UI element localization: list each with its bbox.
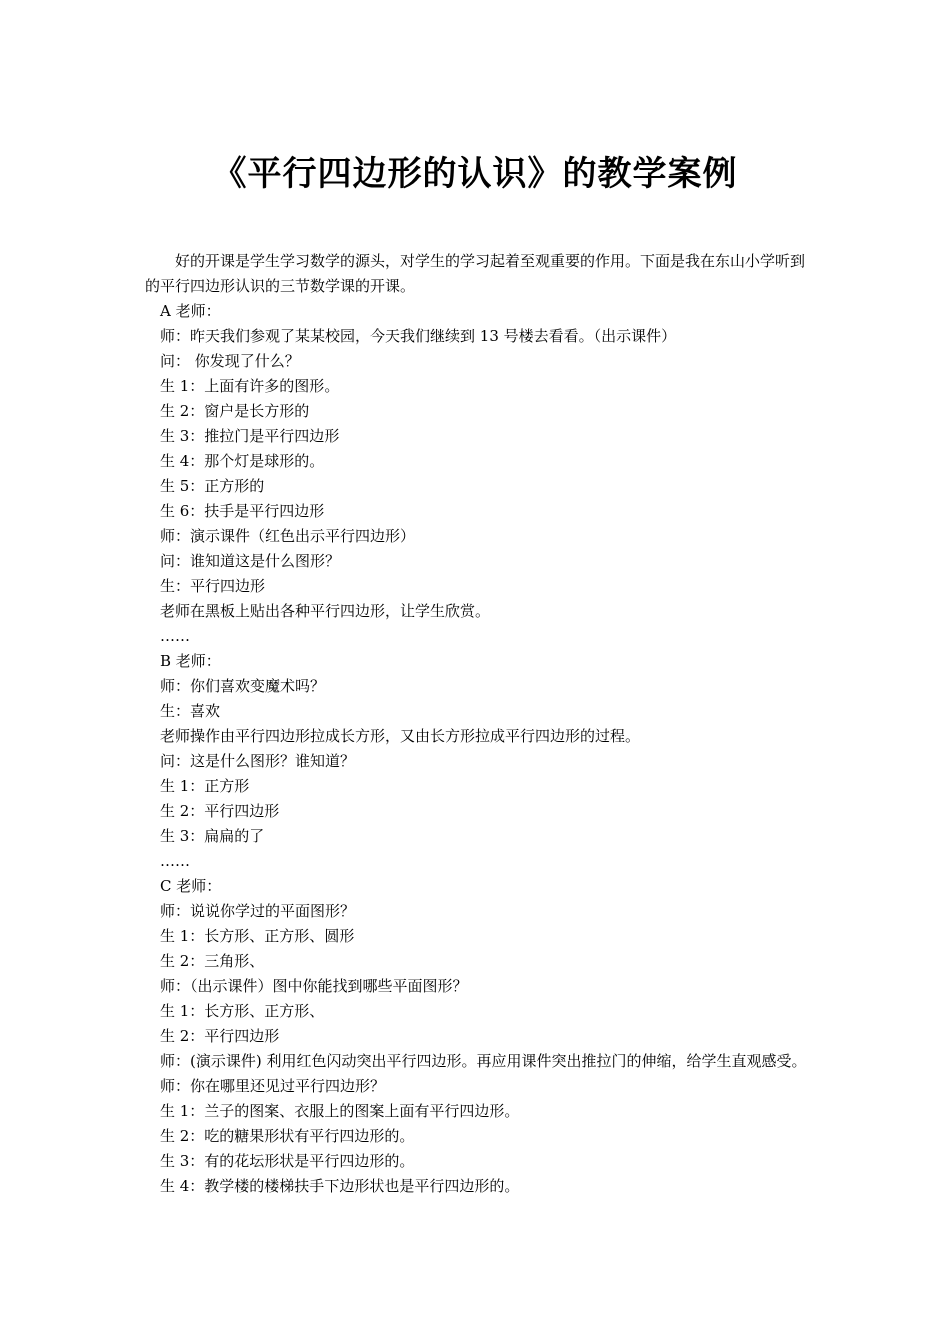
teacher-a-heading: A 老师： <box>160 302 221 320</box>
dialogue-line: 师：说说你学过的平面图形？ <box>160 902 356 920</box>
dialogue-line: 生 2：平行四边形 <box>160 1027 280 1045</box>
dialogue-line: 生 1：长方形、正方形、圆形 <box>160 927 355 945</box>
dialogue-line: 生 1：正方形 <box>160 777 250 795</box>
dialogue-line: 师：(演示课件) 利用红色闪动突出平行四边形。再应用课件突出推拉门的伸缩，给学生直观感受。 <box>160 1052 807 1070</box>
intro-paragraph: 好的开课是学生学习数学的源头，对学生的学习起着至观重要的作用。下面是我在东山小学听到的平行四边形认识的三节数学课的开课。 <box>145 252 806 295</box>
dialogue-line: 生 1：上面有许多的图形。 <box>160 377 340 395</box>
dialogue-line: 生：喜欢 <box>160 702 221 720</box>
dialogue-line: 老师操作由平行四边形拉成长方形，又由长方形拉成平行四边形的过程。 <box>160 727 641 745</box>
dialogue-line: 生 3：推拉门是平行四边形 <box>160 427 340 445</box>
teacher-b-heading: B 老师： <box>160 652 221 670</box>
dialogue-line: 生 5：正方形的 <box>160 477 265 495</box>
dialogue-line: 问：这是什么图形？谁知道？ <box>160 752 356 770</box>
dialogue-line: 生 3：扁扁的了 <box>160 827 265 845</box>
dialogue-line: 生 2：平行四边形 <box>160 802 280 820</box>
teacher-c-heading: C 老师： <box>160 877 222 895</box>
document-body <box>145 249 813 1199</box>
ellipsis-line: …… <box>160 627 190 645</box>
dialogue-line: 生 1：兰子的图案、衣服上的图案上面有平行四边形。 <box>160 1102 520 1120</box>
dialogue-line: 生 2：窗户是长方形的 <box>160 402 310 420</box>
dialogue-line: 师：你们喜欢变魔术吗？ <box>160 677 326 695</box>
dialogue-line: 生 3：有的花坛形状是平行四边形的。 <box>160 1152 415 1170</box>
dialogue-line: 师：昨天我们参观了某某校园，今天我们继续到 13 号楼去看看。（出示课件） <box>160 327 677 345</box>
dialogue-line: 生 2：吃的糖果形状有平行四边形的。 <box>160 1127 415 1145</box>
dialogue-line: 生 2：三角形、 <box>160 952 265 970</box>
dialogue-line: 生 4：教学楼的楼梯扶手下边形状也是平行四边形的。 <box>160 1177 520 1195</box>
dialogue-line: 师：你在哪里还见过平行四边形？ <box>160 1077 386 1095</box>
dialogue-line: 生 4：那个灯是球形的。 <box>160 452 325 470</box>
dialogue-line: 问：谁知道这是什么图形？ <box>160 552 341 570</box>
dialogue-line: 生 1：长方形、正方形、 <box>160 1002 325 1020</box>
dialogue-line: 师：（出示课件）图中你能找到哪些平面图形？ <box>160 977 468 995</box>
dialogue-line: 问： 你发现了什么？ <box>160 352 300 370</box>
dialogue-line: 生 6：扶手是平行四边形 <box>160 502 325 520</box>
dialogue-line: 生：平行四边形 <box>160 577 266 595</box>
document-title: 《平行四边形的认识》的教学案例 <box>212 154 738 194</box>
ellipsis-line: …… <box>160 852 190 870</box>
dialogue-line: 师：演示课件（红色出示平行四边形） <box>160 527 416 545</box>
dialogue-line: 老师在黑板上贴出各种平行四边形，让学生欣赏。 <box>160 602 491 620</box>
